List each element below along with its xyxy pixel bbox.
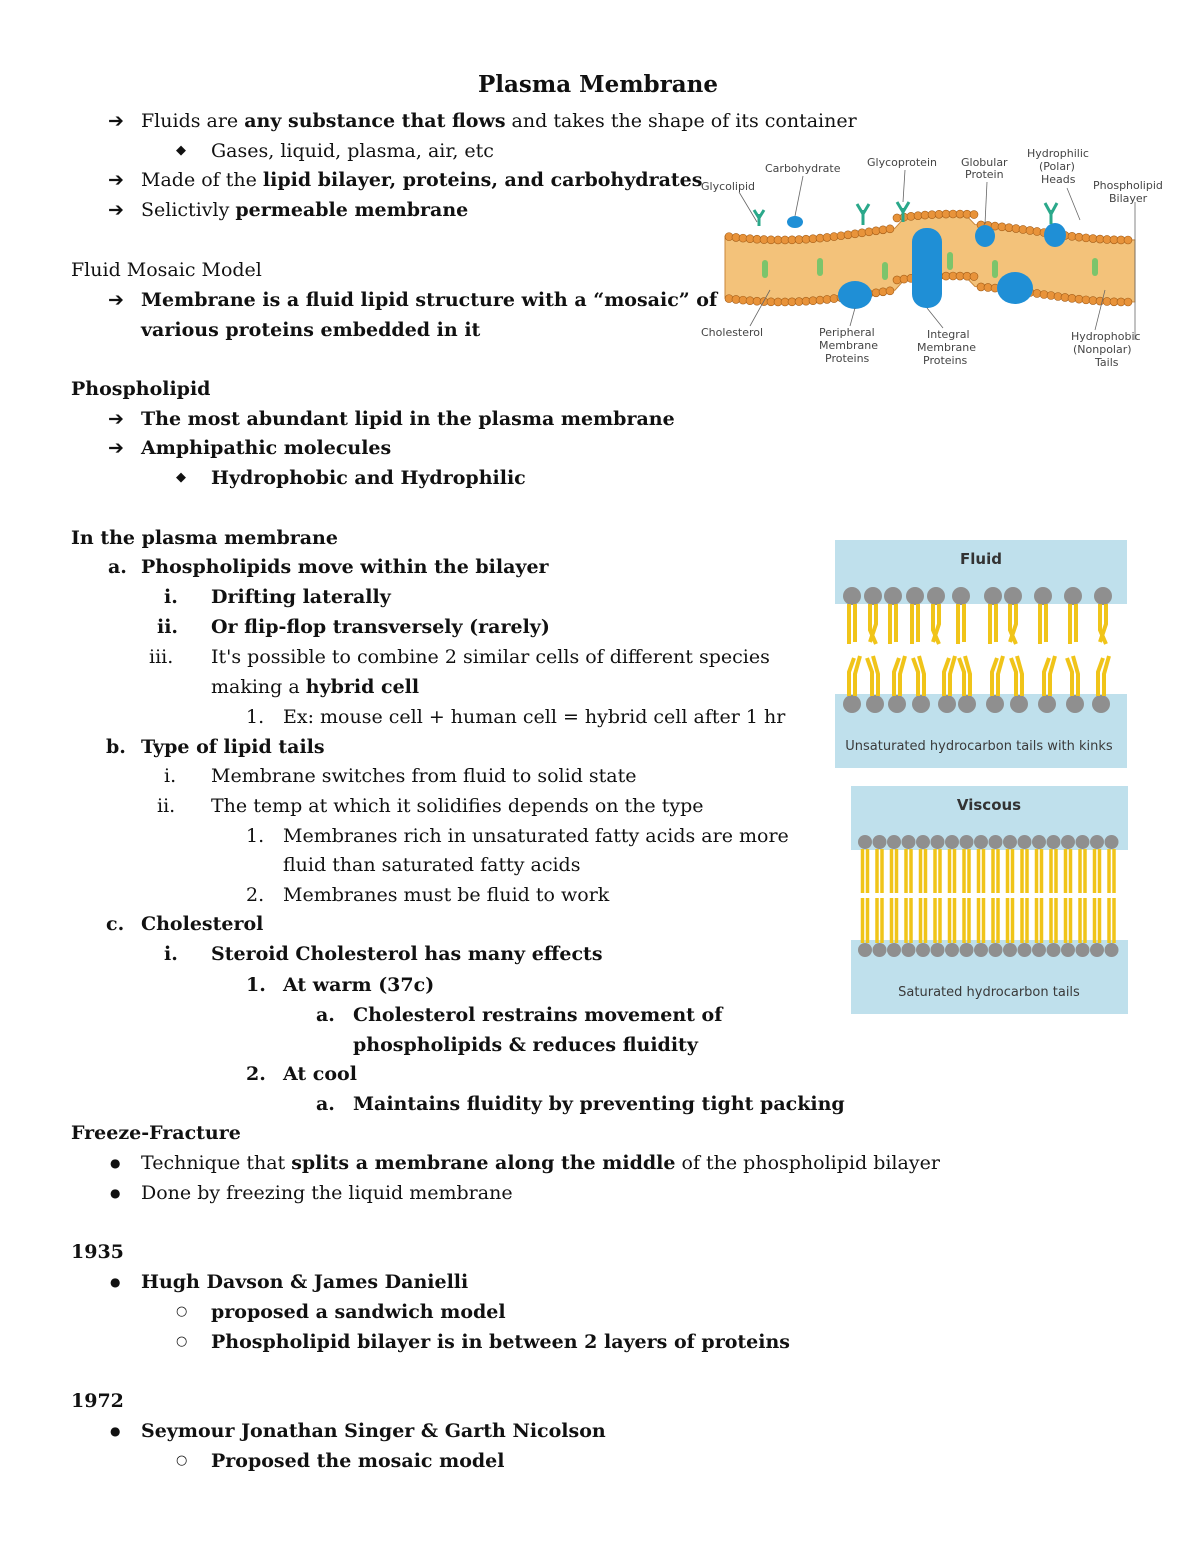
y1972-line-1: Seymour Jonathan Singer & Garth Nicolson <box>141 1420 606 1442</box>
polar-head <box>1033 289 1041 297</box>
lipid-head <box>873 943 887 957</box>
lipid-head <box>931 835 945 849</box>
polar-head <box>879 226 887 234</box>
lipid-head <box>1003 943 1017 957</box>
section-heading-plasma-membrane: In the plasma membrane <box>71 527 338 549</box>
lipid-head <box>1105 943 1119 957</box>
list-marker: c. <box>106 913 125 935</box>
label-integral-1: Integral <box>927 328 970 341</box>
intro-line-2: Gases, liquid, plasma, air, etc <box>211 140 494 162</box>
lipid-head <box>1064 587 1082 605</box>
lipid-head <box>1090 835 1104 849</box>
ipm-a-iii-2 <box>211 672 419 702</box>
label-hydrophilic-3: Heads <box>1041 173 1076 186</box>
peripheral-protein <box>838 281 872 309</box>
bold-run: lipid bilayer, proteins, and carbohydrates <box>262 169 703 191</box>
ipm-a: Phospholipids move within the bilayer <box>141 556 549 578</box>
lipid-head <box>858 943 872 957</box>
arrow-icon: ➔ <box>108 199 124 221</box>
lipid-head <box>912 695 930 713</box>
text-run: Selictivly <box>141 199 236 221</box>
polar-head <box>879 288 887 296</box>
lipid-head <box>931 943 945 957</box>
lipid-head <box>902 835 916 849</box>
fluid-caption: Unsaturated hydrocarbon tails with kinks <box>845 739 1113 754</box>
lipid-head <box>960 835 974 849</box>
lipid-head <box>916 835 930 849</box>
ff-line-2: Done by freezing the liquid membrane <box>141 1182 513 1204</box>
bold-run: permeable membrane <box>235 199 469 221</box>
lipid-head <box>888 695 906 713</box>
label-hydrophobic-2: (Nonpolar) <box>1073 343 1132 356</box>
fluid-heading: Fluid <box>960 550 1002 568</box>
list-marker: 1. <box>246 706 265 728</box>
text-run: of the phospholipid bilayer <box>675 1152 940 1174</box>
lipid-head <box>906 587 924 605</box>
lipid-head <box>945 943 959 957</box>
lipid-head <box>843 695 861 713</box>
label-hydrophobic-3: Tails <box>1095 356 1119 369</box>
lipid-head <box>1105 835 1119 849</box>
ipm-b-ii-2: Membranes must be fluid to work <box>283 884 610 906</box>
label-carbohydrate: Carbohydrate <box>765 162 841 175</box>
ipm-b-ii-1b: fluid than saturated fatty acids <box>283 854 581 876</box>
lipid-head <box>1061 835 1075 849</box>
arrow-icon: ➔ <box>108 110 124 132</box>
polar-head <box>1019 225 1027 233</box>
fmm-line-1: Membrane is a fluid lipid structure with a “mosaic” of <box>141 289 718 311</box>
section-heading-phospholipid: Phospholipid <box>71 378 211 400</box>
polar-head <box>886 287 894 295</box>
text-run: Made of the <box>141 169 263 191</box>
lipid-head <box>902 943 916 957</box>
fmm-line-2: various proteins embedded in it <box>141 319 481 341</box>
intro-line-4 <box>141 195 468 225</box>
arrow-icon: ➔ <box>108 408 124 430</box>
lipid-head <box>864 587 882 605</box>
cholesterol-mark <box>882 262 888 280</box>
label-globular-2: Protein <box>965 168 1004 181</box>
bullet-icon: ● <box>110 1275 121 1289</box>
viscous-panel <box>851 786 1128 1014</box>
bullet-icon: ● <box>110 1424 121 1438</box>
text-run: Fluids are <box>141 110 245 132</box>
label-phospholipid-1: Phospholipid <box>1093 179 1163 192</box>
lipid-head <box>1061 943 1075 957</box>
lipid-head <box>858 835 872 849</box>
viscous-heading: Viscous <box>956 796 1022 814</box>
cholesterol-mark <box>1092 258 1098 276</box>
lipid-head <box>938 695 956 713</box>
arrow-icon: ➔ <box>108 289 124 311</box>
label-hydrophobic-1: Hydrophobic <box>1071 330 1141 343</box>
lipid-head <box>1066 695 1084 713</box>
bold-run: splits a membrane along the middle <box>291 1152 676 1174</box>
y1972-line-2: Proposed the mosaic model <box>211 1450 505 1472</box>
label-glycolipid: Glycolipid <box>701 180 756 193</box>
label-hydrophilic-2: (Polar) <box>1039 160 1075 173</box>
cholesterol-mark <box>947 252 953 270</box>
label-phospholipid-2: Bilayer <box>1109 192 1148 205</box>
surface-protein <box>787 216 803 228</box>
ipm-a-iii-1: It's possible to combine 2 similar cells of different species <box>211 646 770 668</box>
text-run: and takes the shape of its container <box>505 110 857 132</box>
y1935-line-3: Phospholipid bilayer is in between 2 layers of proteins <box>211 1331 790 1353</box>
lipid-head <box>958 695 976 713</box>
cholesterol-mark <box>762 260 768 278</box>
fluid-panel <box>835 540 1127 768</box>
polar-head <box>886 225 894 233</box>
lipid-head <box>989 943 1003 957</box>
lipid-head <box>986 695 1004 713</box>
arrow-icon: ➔ <box>108 169 124 191</box>
label-peripheral-2: Membrane <box>819 339 878 352</box>
lipid-head <box>1047 943 1061 957</box>
integral-protein <box>912 228 942 308</box>
lipid-head <box>1032 835 1046 849</box>
lipid-head <box>866 695 884 713</box>
lipid-head <box>989 835 1003 849</box>
lipid-head <box>1032 943 1046 957</box>
lipid-head <box>974 835 988 849</box>
lipid-head <box>974 943 988 957</box>
membrane-diagram <box>695 140 1180 370</box>
lipid-head <box>960 943 974 957</box>
list-marker: 1. <box>246 825 265 847</box>
list-marker: 2. <box>246 884 265 906</box>
list-marker: b. <box>106 736 126 758</box>
cholesterol-mark <box>817 258 823 276</box>
label-peripheral-3: Proteins <box>825 352 870 365</box>
list-marker: a. <box>108 556 127 578</box>
y1935-line-2: proposed a sandwich model <box>211 1301 506 1323</box>
ipm-c-i: Steroid Cholesterol has many effects <box>211 943 603 965</box>
lipid-head <box>1092 695 1110 713</box>
ipm-a-i: Drifting laterally <box>211 586 391 608</box>
list-marker: 2. <box>246 1063 266 1085</box>
circle-icon: ○ <box>176 1304 188 1319</box>
list-marker: ii. <box>157 616 179 638</box>
bullet-icon: ● <box>110 1186 121 1200</box>
polar-head <box>851 230 859 238</box>
label-integral-3: Proteins <box>923 354 968 367</box>
lipid-head <box>1076 943 1090 957</box>
list-marker: a. <box>316 1004 335 1026</box>
polar-head <box>970 273 978 281</box>
ipm-b: Type of lipid tails <box>141 736 325 758</box>
label-hydrophilic-1: Hydrophilic <box>1027 147 1089 160</box>
polar-head <box>1124 236 1132 244</box>
lipid-head <box>1018 943 1032 957</box>
ipm-b-ii-1a: Membranes rich in unsaturated fatty acids are more <box>283 825 789 847</box>
lipid-head <box>1090 943 1104 957</box>
diamond-icon: ◆ <box>176 470 186 485</box>
lipid-head <box>873 835 887 849</box>
bullet-icon: ● <box>110 1156 121 1170</box>
ipm-b-ii: The temp at which it solidifies depends on the type <box>211 795 704 817</box>
lipid-head <box>1034 587 1052 605</box>
lipid-head <box>1003 835 1017 849</box>
y1935-line-1: Hugh Davson & James Danielli <box>141 1271 469 1293</box>
lipid-head <box>916 943 930 957</box>
arrow-icon: ➔ <box>108 437 124 459</box>
page-title: Plasma Membrane <box>478 71 719 98</box>
phos-line-2: Amphipathic molecules <box>141 437 392 459</box>
intro-line-3 <box>141 165 702 195</box>
ipm-c-1a-2: phospholipids & reduces fluidity <box>353 1034 698 1056</box>
globular-protein <box>975 225 995 247</box>
label-globular-1: Globular <box>961 156 1008 169</box>
polar-head <box>865 228 873 236</box>
list-marker: i. <box>164 943 178 965</box>
label-peripheral-1: Peripheral <box>819 326 875 339</box>
lipid-head <box>927 587 945 605</box>
viscous-caption: Saturated hydrocarbon tails <box>898 985 1080 1000</box>
polar-head <box>872 227 880 235</box>
polar-head <box>1026 226 1034 234</box>
ff-line-1 <box>141 1148 940 1178</box>
lipid-head <box>1076 835 1090 849</box>
bold-run: hybrid cell <box>305 676 420 698</box>
circle-icon: ○ <box>176 1453 188 1468</box>
polar-head <box>837 232 845 240</box>
list-marker: 1. <box>246 974 266 996</box>
polar-head <box>1047 292 1055 300</box>
diamond-icon: ◆ <box>176 143 186 158</box>
list-marker: a. <box>316 1093 335 1115</box>
polar-head <box>1124 298 1132 306</box>
year-1972: 1972 <box>71 1390 124 1412</box>
lipid-head <box>945 835 959 849</box>
list-marker: iii. <box>149 646 174 668</box>
lipid-head <box>1047 835 1061 849</box>
polar-head <box>844 231 852 239</box>
label-integral-2: Membrane <box>917 341 976 354</box>
lipid-head <box>952 587 970 605</box>
surface-protein <box>1044 223 1066 247</box>
polar-head <box>1033 227 1041 235</box>
polar-head <box>1012 225 1020 233</box>
cholesterol-mark <box>992 260 998 278</box>
label-glycoprotein: Glycoprotein <box>867 156 937 169</box>
lipid-head <box>1094 587 1112 605</box>
polar-head <box>970 211 978 219</box>
ipm-c-1a-1: Cholesterol restrains movement of <box>353 1004 723 1026</box>
text-run: making a <box>211 676 306 698</box>
lipid-head <box>1004 587 1022 605</box>
lipid-head <box>843 587 861 605</box>
ipm-a-iii-example: Ex: mouse cell + human cell = hybrid cell after 1 hr <box>283 706 786 728</box>
lipid-head <box>1038 695 1056 713</box>
lipid-head <box>984 587 1002 605</box>
ipm-c-1: At warm (37c) <box>283 974 435 996</box>
label-cholesterol: Cholesterol <box>701 326 764 339</box>
circle-icon: ○ <box>176 1334 188 1349</box>
polar-head <box>1054 292 1062 300</box>
phos-line-3: Hydrophobic and Hydrophilic <box>211 467 526 489</box>
ipm-c-2a: Maintains fluidity by preventing tight packing <box>353 1093 845 1115</box>
bold-run: any substance that flows <box>244 110 506 132</box>
lipid-head <box>887 943 901 957</box>
phos-line-1: The most abundant lipid in the plasma membrane <box>141 408 675 430</box>
section-heading-freeze-fracture: Freeze-Fracture <box>71 1122 241 1144</box>
lipid-head <box>887 835 901 849</box>
lipid-head <box>1010 695 1028 713</box>
year-1935: 1935 <box>71 1241 124 1263</box>
intro-line-1 <box>141 106 857 136</box>
ipm-c-2: At cool <box>283 1063 357 1085</box>
list-marker: i. <box>164 586 178 608</box>
polar-head <box>858 229 866 237</box>
lipid-head <box>884 587 902 605</box>
ipm-c: Cholesterol <box>141 913 264 935</box>
polar-head <box>1040 290 1048 298</box>
section-heading-fluid-mosaic: Fluid Mosaic Model <box>71 259 262 281</box>
list-marker: ii. <box>157 795 176 817</box>
lipid-head <box>1018 835 1032 849</box>
integral-protein-small <box>997 272 1033 304</box>
ipm-a-ii: Or flip-flop transversely (rarely) <box>211 616 550 638</box>
text-run: Technique that <box>141 1152 292 1174</box>
list-marker: i. <box>164 765 177 787</box>
ipm-b-i: Membrane switches from fluid to solid state <box>211 765 637 787</box>
polar-head <box>872 289 880 297</box>
